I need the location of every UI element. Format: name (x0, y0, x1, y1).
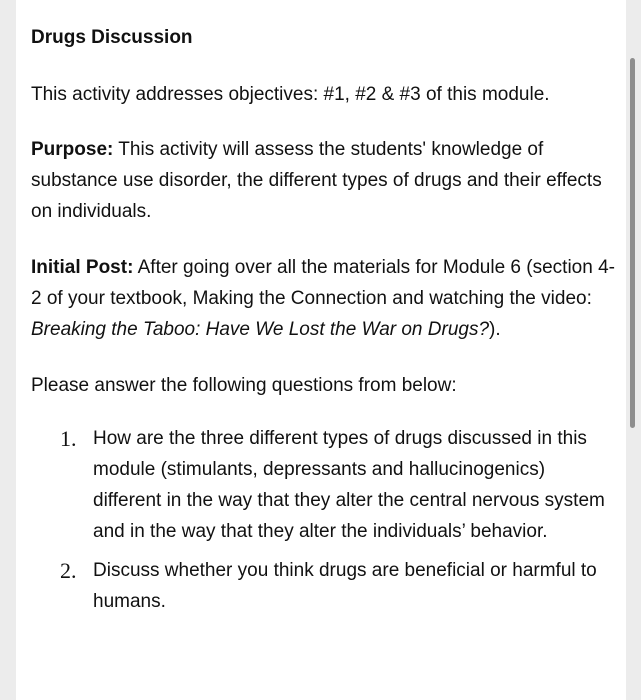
purpose-label: Purpose: (31, 139, 114, 160)
initial-post-text: After going over all the materials for Module 6 (section 4-2 of your textbook, Making the Connection and watching the video: (31, 257, 615, 309)
initial-post-label: Initial Post: (31, 257, 134, 278)
question-text: How are the three different types of drugs discussed in this module (stimulants, depressants and hallucinogenics) different in the way that they alter the central nervous system and in the way that they alter the individuals’ behavior. (93, 428, 605, 542)
question-number: 1. (60, 426, 77, 451)
document-page (16, 0, 626, 700)
objectives-paragraph: This activity addresses objectives: #1, #2 & #3 of this module. (31, 84, 550, 105)
question-number: 2. (60, 558, 77, 583)
answer-prompt: Please answer the following questions from below: (31, 375, 457, 396)
question-text: Discuss whether you think drugs are beneficial or harmful to humans. (93, 560, 597, 612)
initial-post-paragraph (31, 252, 616, 345)
scrollbar-thumb[interactable] (630, 58, 635, 428)
purpose-text: This activity will assess the students' knowledge of substance use disorder, the different types of drugs and their effects on individuals. (31, 139, 602, 222)
list-item (31, 423, 616, 547)
initial-post-text-end: ). (489, 319, 501, 340)
list-item (31, 555, 616, 617)
page-title: Drugs Discussion (31, 27, 193, 48)
video-title: Breaking the Taboo: Have We Lost the War on Drugs? (31, 319, 490, 340)
document-content (31, 22, 616, 625)
questions-list (31, 423, 616, 617)
purpose-paragraph (31, 134, 616, 227)
